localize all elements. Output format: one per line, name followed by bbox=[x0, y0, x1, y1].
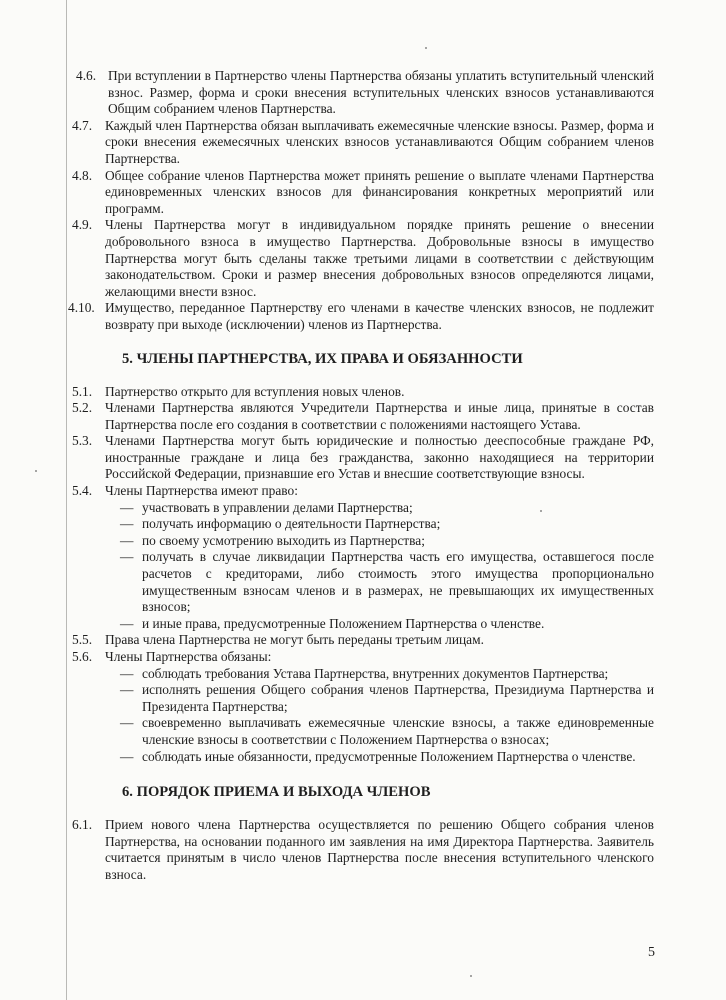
clause-text: Права члена Партнерства не могут быть переданы третьим лицам. bbox=[105, 632, 484, 648]
clause-6-1 bbox=[72, 817, 654, 883]
clause-text: Членами Партнерства могут быть юридические и полностью дееспособные граждане РФ, иностранные граждане и лица без гражданства, законно находящиеся на территории Российской Федерации, признавшие его Устав и внесшие соответствующие взносы. bbox=[105, 433, 654, 482]
duties-list-item bbox=[72, 749, 654, 766]
list-dash: — bbox=[120, 615, 134, 631]
clause-text: Члены Партнерства обязаны: bbox=[105, 649, 272, 664]
list-dash: — bbox=[120, 532, 134, 548]
page-left-border-line bbox=[66, 0, 67, 1000]
list-item-text: получать в случае ликвидации Партнерства часть его имущества, оставшегося после расчетов с кредиторами, либо стоимость этого имущества пропорционально имущественным взносам членов и в размерах, не превышающих их имущественных взносов; bbox=[142, 549, 654, 615]
clause-number: 5.6. bbox=[72, 649, 93, 664]
list-item-text: участвовать в управлении делами Партнерства; bbox=[142, 499, 413, 515]
section-5-heading: 5. ЧЛЕНЫ ПАРТНЕРСТВА, ИХ ПРАВА И ОБЯЗАННОСТИ bbox=[122, 350, 523, 367]
clause-number: 4.9. bbox=[72, 217, 93, 233]
list-dash: — bbox=[120, 715, 134, 731]
scan-speck bbox=[470, 975, 472, 977]
clause-number: 4.10. bbox=[68, 300, 95, 316]
clause-5-2 bbox=[72, 400, 654, 433]
rights-list-item bbox=[72, 500, 654, 517]
clause-text: Члены Партнерства имеют право: bbox=[105, 483, 298, 499]
clause-text: Имущество, переданное Партнерству его членами в качестве членских взносов, не подлежит возврату при выходе (исключении) членов из Партнерства. bbox=[105, 300, 654, 332]
page-number: 5 bbox=[648, 945, 655, 960]
list-dash: — bbox=[120, 516, 134, 532]
clause-5-5 bbox=[72, 632, 654, 649]
duties-list-item bbox=[72, 715, 654, 748]
clause-4-9 bbox=[72, 217, 654, 300]
duties-list-item bbox=[72, 666, 654, 683]
clause-number: 5.1. bbox=[72, 383, 93, 399]
document-body bbox=[68, 68, 654, 884]
clause-5-4 bbox=[72, 483, 654, 500]
list-item-text: по своему усмотрению выходить из Партнерства; bbox=[142, 532, 425, 548]
clause-text: Членами Партнерства являются Учредители Партнерства и иные лица, принятые в состав Партнерства после его создания в соответствии с положениями настоящего Устава. bbox=[105, 400, 654, 432]
list-item-text: соблюдать требования Устава Партнерства, внутренних документов Партнерства; bbox=[142, 665, 609, 681]
clause-number: 5.3. bbox=[72, 433, 93, 449]
rights-list-item bbox=[72, 616, 654, 633]
clause-4-6 bbox=[76, 68, 654, 118]
clause-text: Каждый член Партнерства обязан выплачивать ежемесячные членские взносы. Размер, форма и сроки внесения ежемесячных членских взносов устанавливаются Общим собранием членов Партнерства. bbox=[105, 117, 654, 166]
clause-5-6 bbox=[72, 649, 654, 666]
clause-number: 4.7. bbox=[72, 117, 93, 133]
clause-number: 6.1. bbox=[72, 817, 93, 833]
section-6-heading: 6. ПОРЯДОК ПРИЕМА И ВЫХОДА ЧЛЕНОВ bbox=[122, 784, 431, 801]
list-dash: — bbox=[120, 499, 134, 515]
clause-text: Члены Партнерства могут в индивидуальном порядке принять решение о внесении добровольного взноса в имущество Партнерства. Добровольные взносы в имущество Партнерства могут быть сделаны также третьими лицами в соответствии с действующим законодательством. Сроки и размер внесения добровольных взносов определяются лицами, желающими внести взнос. bbox=[105, 217, 654, 299]
clause-4-7 bbox=[72, 118, 654, 168]
clause-number: 4.6. bbox=[76, 68, 97, 83]
clause-text: Общее собрание членов Партнерства может принять решение о выплате членами Партнерства единовременных членских взносов для финансирования конкретных мероприятий или программ. bbox=[105, 167, 654, 216]
clause-number: 5.5. bbox=[72, 632, 93, 648]
list-item-text: получать информацию о деятельности Партнерства; bbox=[142, 516, 441, 532]
list-item-text: исполнять решения Общего собрания членов Партнерства, Президиума Партнерства и Президента Партнерства; bbox=[142, 682, 654, 714]
scan-speck bbox=[425, 47, 427, 49]
list-dash: — bbox=[120, 665, 134, 681]
clause-text: Партнерство открыто для вступления новых членов. bbox=[105, 383, 405, 399]
list-item-text: и иные права, предусмотренные Положением Партнерства о членстве. bbox=[142, 615, 545, 631]
rights-list-item bbox=[72, 516, 654, 533]
rights-list-item bbox=[72, 533, 654, 550]
clause-4-10 bbox=[68, 300, 654, 333]
clause-5-3 bbox=[72, 433, 654, 483]
list-item-text: своевременно выплачивать ежемесячные членские взносы, а также единовременные членские взносы в соответствии с Положением Партнерства о взносах; bbox=[142, 715, 654, 747]
list-item-text: соблюдать иные обязанности, предусмотренные Положением Партнерства о членстве. bbox=[142, 748, 636, 764]
scan-speck bbox=[35, 470, 37, 472]
clause-text: При вступлении в Партнерство члены Партнерства обязаны уплатить вступительный членский взнос. Размер, форма и сроки внесения вступительных членских взносов устанавливаются Общим собранием членов Партнерства. bbox=[108, 68, 654, 117]
duties-list-item bbox=[72, 682, 654, 715]
clause-5-1 bbox=[72, 384, 654, 401]
clause-number: 4.8. bbox=[72, 167, 93, 183]
clause-number: 5.2. bbox=[72, 400, 93, 416]
list-dash: — bbox=[120, 748, 134, 764]
rights-list-item bbox=[72, 549, 654, 615]
clause-4-8 bbox=[72, 168, 654, 218]
clause-number: 5.4. bbox=[72, 483, 93, 499]
list-dash: — bbox=[120, 549, 134, 565]
list-dash: — bbox=[120, 682, 134, 698]
clause-text: Прием нового члена Партнерства осуществляется по решению Общего собрания членов Партнерства, на основании поданного им заявления на имя Директора Партнерства. Заявитель считается принятым в число членов Партнерства после внесения вступительного членского взноса. bbox=[105, 817, 654, 882]
